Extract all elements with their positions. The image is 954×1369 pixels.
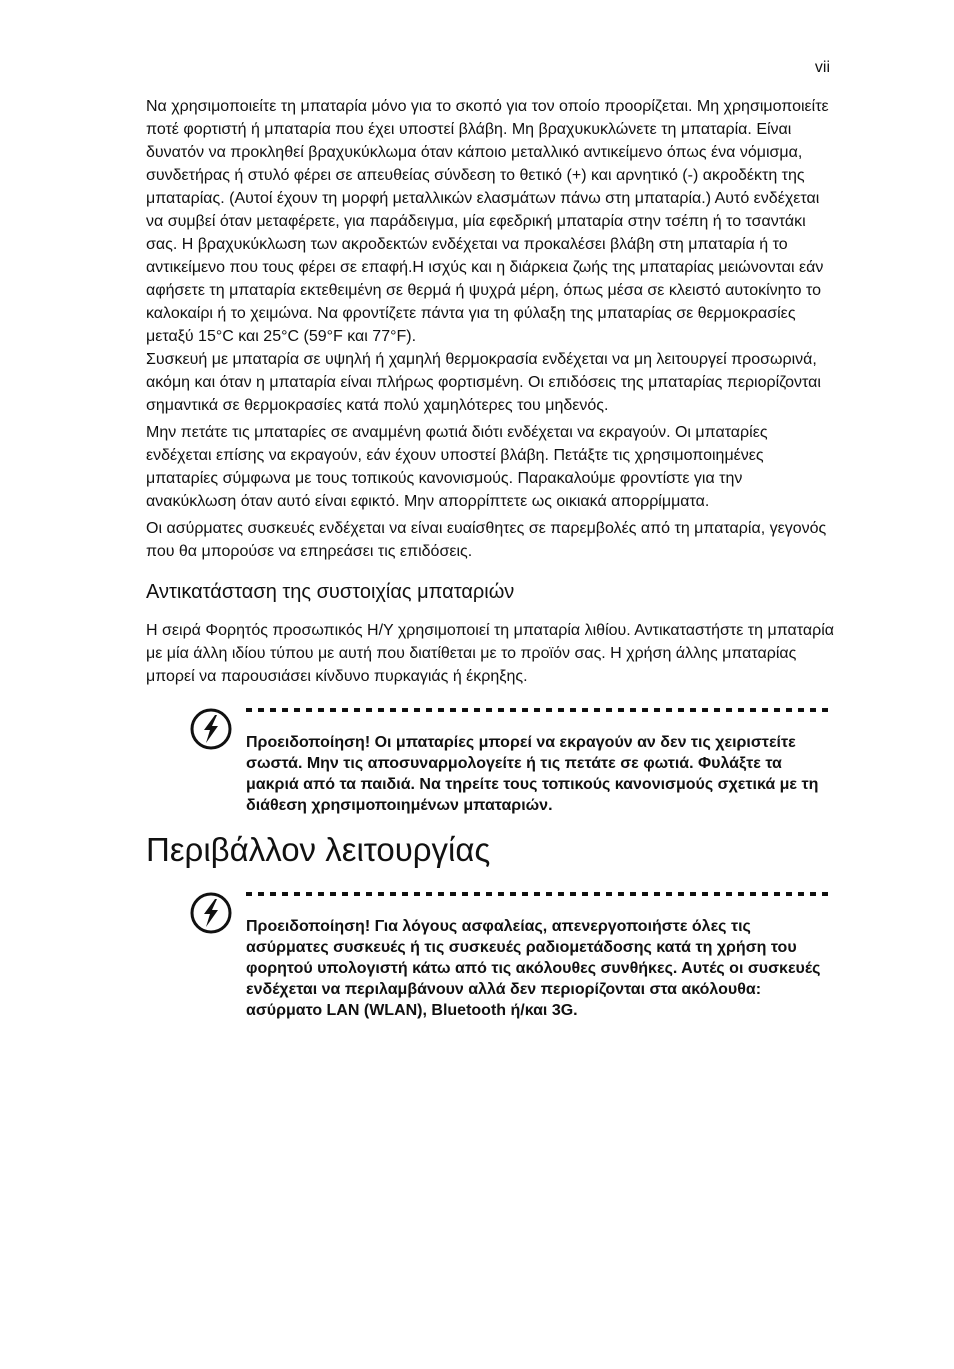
battery-usage-paragraph: Να χρησιμοποιείτε τη μπαταρία μόνο για το σκοπό για τον οποίο προορίζεται. Μη χρησιμοποιείτε ποτέ φορτιστή ή μπαταρία που έχει υποστεί βλάβη. Μη βραχυκυκλώνετε τη μπαταρία. Είναι δυνατόν να προκληθεί βραχυκύκλωμα όταν κάποιο μεταλλικό αντικείμενο όπως ένα νόμισμα, συνδετήρας ή στυλό φέρει σε απευθείας σύνδεση το θετικό (+) και αρνητικό (-) ακροδέκτη της μπαταρίας. (Αυτοί έχουν τη μορφή μεταλλικών ελασμάτων πάνω στη μπαταρία.) Αυτό ενδέχεται να συμβεί όταν μεταφέρετε, για παράδειγμα, μία εφεδρική μπαταρία στην τσέπη ή το τσαντάκι σας. Η βραχυκύκλωση των ακροδεκτών ενδέχεται να προκαλέσει βλάβη στη μπαταρία ή το αντικείμενο που τους φέρει σε επαφή.Η ισχύς και η διάρκεια ζωής της μπαταρίας μειώνονται εάν αφήσετε τη μπαταρία εκτεθειμένη σε θερμά ή ψυχρά μέρη, όπως μέσα σε κλειστό αυτοκίνητο το καλοκαίρι ή το χειμώνα. Να φροντίζετε πάντα για τη φύλαξη της μπαταρίας σε θερμοκρασίες μεταξύ 15°C και 25°C (59°F και 77°F).: [146, 98, 829, 345]
warning-lightning-icon: [190, 892, 232, 934]
environment-warning-box: [190, 892, 830, 1021]
battery-replacement-heading: Αντικατάσταση της συστοιχίας μπαταριών: [146, 581, 515, 603]
page-number: vii: [814, 59, 830, 76]
battery-temperature-paragraph: Συσκευή με μπαταρία σε υψηλή ή χαμηλή θερμοκρασία ενδέχεται να μη λειτουργεί προσωρινά, ακόμη και όταν η μπαταρία είναι πλήρως φορτισμένη. Οι επιδόσεις της μπαταρίας περιορίζονται σημαντικά σε θερμοκρασίες κατά πολύ χαμηλότερες του μηδενός.: [146, 351, 821, 414]
warning-divider: [246, 708, 830, 712]
environment-warning-text: Προειδοποίηση! Για λόγους ασφαλείας, απενεργοποιήστε όλες τις ασύρματες συσκευές ή τις συσκευές ραδιομετάδοσης κατά τη χρήση του φορητού υπολογιστή κάτω από τις ακόλουθες συνθήκες. Αυτές οι συσκευές ενδέχεται να περιλαμβάνουν αλλά δεν περιορίζονται στα ακόλουθα: ασύρματο LAN (WLAN), Bluetooth ή/και 3G.: [246, 918, 821, 1019]
battery-warning-text: Προειδοποίηση! Οι μπαταρίες μπορεί να εκραγούν αν δεν τις χειριστείτε σωστά. Μην τις αποσυναρμολογείτε ή τις πετάτε σε φωτιά. Φυλάξτε τα μακριά από τα παιδιά. Να τηρείτε τους τοπικούς κανονισμούς σχετικά με τη διάθεση χρησιμοποιημένων μπαταριών.: [246, 734, 819, 814]
warning-lightning-icon: [190, 708, 232, 750]
warning-divider: [246, 892, 830, 896]
page-content: [146, 95, 836, 1021]
wireless-interference-paragraph: Οι ασύρματες συσκευές ενδέχεται να είναι ευαίσθητες σε παρεμβολές από τη μπαταρία, γεγονός που θα μπορούσε να επηρεάσει τις επιδόσεις.: [146, 520, 827, 560]
battery-warning-box: [190, 708, 830, 816]
operating-environment-heading: Περιβάλλον λειτουργίας: [146, 831, 491, 868]
battery-disposal-paragraph: Μην πετάτε τις μπαταρίες σε αναμμένη φωτιά διότι ενδέχεται να εκραγούν. Οι μπαταρίες ενδέχεται επίσης να εκραγούν, εάν έχουν υποστεί βλάβη. Πετάξτε τις χρησιμοποιημένες μπαταρίες σύμφωνα με τους τοπικούς κανονισμούς. Παρακαλούμε φροντίστε για την ανακύκλωση όταν αυτό είναι εφικτό. Μην απορρίπτετε ως οικιακά απορρίμματα.: [146, 424, 768, 510]
battery-replacement-paragraph: Η σειρά Φορητός προσωπικός Η/Υ χρησιμοποιεί τη μπαταρία λιθίου. Αντικαταστήστε τη μπαταρία με μία άλλη ιδίου τύπου με αυτή που διατίθεται με το προϊόν σας. Η χρήση άλλης μπαταρίας μπορεί να παρουσιάσει κίνδυνο πυρκαγιάς ή έκρηξης.: [146, 622, 834, 685]
